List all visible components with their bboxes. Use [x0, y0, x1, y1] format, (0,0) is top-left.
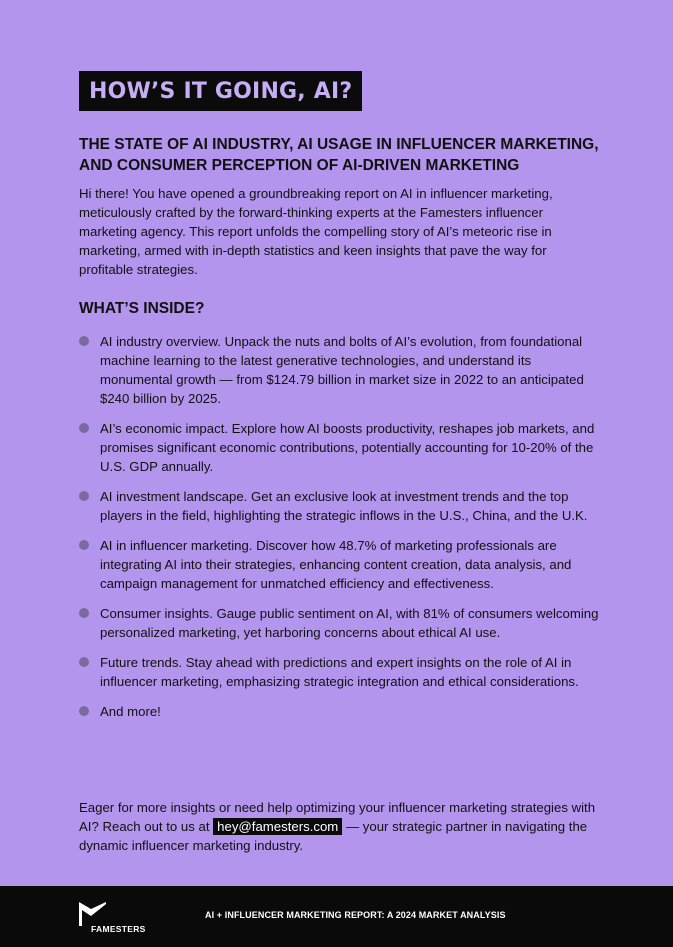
whats-inside-heading: WHAT’S INSIDE? [79, 300, 205, 317]
footer-report-title: AI + INFLUENCER MARKETING REPORT: A 2024 MARKET ANALYSIS [205, 910, 506, 920]
bullet-dot-icon [79, 491, 89, 501]
famesters-logo-icon [79, 902, 109, 926]
list-item [79, 487, 599, 525]
bullet-dot-icon [79, 706, 89, 716]
email-link[interactable]: hey@famesters.com [213, 818, 342, 835]
outro-text-before: Eager for more insights or need help optimizing your influencer marketing strategies with AI? Reach out to us at [79, 800, 596, 834]
list-item [79, 536, 599, 593]
intro-paragraph: Hi there! You have opened a groundbreaking report on AI in influencer marketing, meticulously crafted by the forward-thinking experts at the Famesters influencer marketing agency. This report unfolds the compelling story of AI’s meteoric rise in marketing, armed with in-depth statistics and keen insights that pave the way for profitable strategies. [79, 186, 553, 277]
bullet-dot-icon [79, 540, 89, 550]
list-item-text: AI in influencer marketing. Discover how 48.7% of marketing professionals are integrating AI into their strategies, enhancing content creation, data analysis, and campaign management for unmatched efficiency and effectiveness. [100, 538, 572, 591]
bullet-dot-icon [79, 608, 89, 618]
bullet-dot-icon [79, 423, 89, 433]
list-item-text: AI industry overview. Unpack the nuts and bolts of AI’s evolution, from foundational machine learning to the latest generative technologies, and understand its monumental growth — from $124.79 billion in market size in 2022 to an anticipated $240 billion by 2025. [100, 334, 584, 406]
contents-list [79, 332, 599, 732]
page-footer [0, 886, 673, 947]
logo-text: FAMESTERS [91, 924, 146, 934]
title-banner [79, 71, 362, 111]
report-subtitle [79, 134, 609, 176]
bullet-dot-icon [79, 336, 89, 346]
outro-paragraph [79, 798, 604, 855]
list-item-text: And more! [100, 704, 161, 719]
subtitle-line: AND CONSUMER PERCEPTION OF AI-DRIVEN MARKETING [79, 157, 520, 174]
list-item-text: AI investment landscape. Get an exclusive look at investment trends and the top players in the field, highlighting the strategic inflows in the U.S., China, and the U.K. [100, 489, 588, 523]
list-item-text: Future trends. Stay ahead with predictions and expert insights on the role of AI in influencer marketing, emphasizing strategic integration and ethical considerations. [100, 655, 579, 689]
outro-text-after: — your strategic partner in navigating the dynamic influencer marketing industry. [79, 819, 588, 853]
page-title: HOW’S IT GOING, AI? [89, 78, 353, 104]
famesters-logo[interactable] [79, 902, 149, 934]
list-item-text: Consumer insights. Gauge public sentiment on AI, with 81% of consumers welcoming personalized marketing, yet harboring concerns about ethical AI use. [100, 606, 599, 640]
bullet-dot-icon [79, 657, 89, 667]
list-item [79, 332, 599, 408]
subtitle-line: THE STATE OF AI INDUSTRY, AI USAGE IN INFLUENCER MARKETING, [79, 136, 599, 153]
list-item [79, 653, 599, 691]
list-item-text: AI’s economic impact. Explore how AI boosts productivity, reshapes job markets, and promises significant economic contributions, potentially accounting for 10-20% of the U.S. GDP annually. [100, 421, 595, 474]
list-item [79, 702, 599, 721]
list-item [79, 604, 599, 642]
list-item [79, 419, 599, 476]
